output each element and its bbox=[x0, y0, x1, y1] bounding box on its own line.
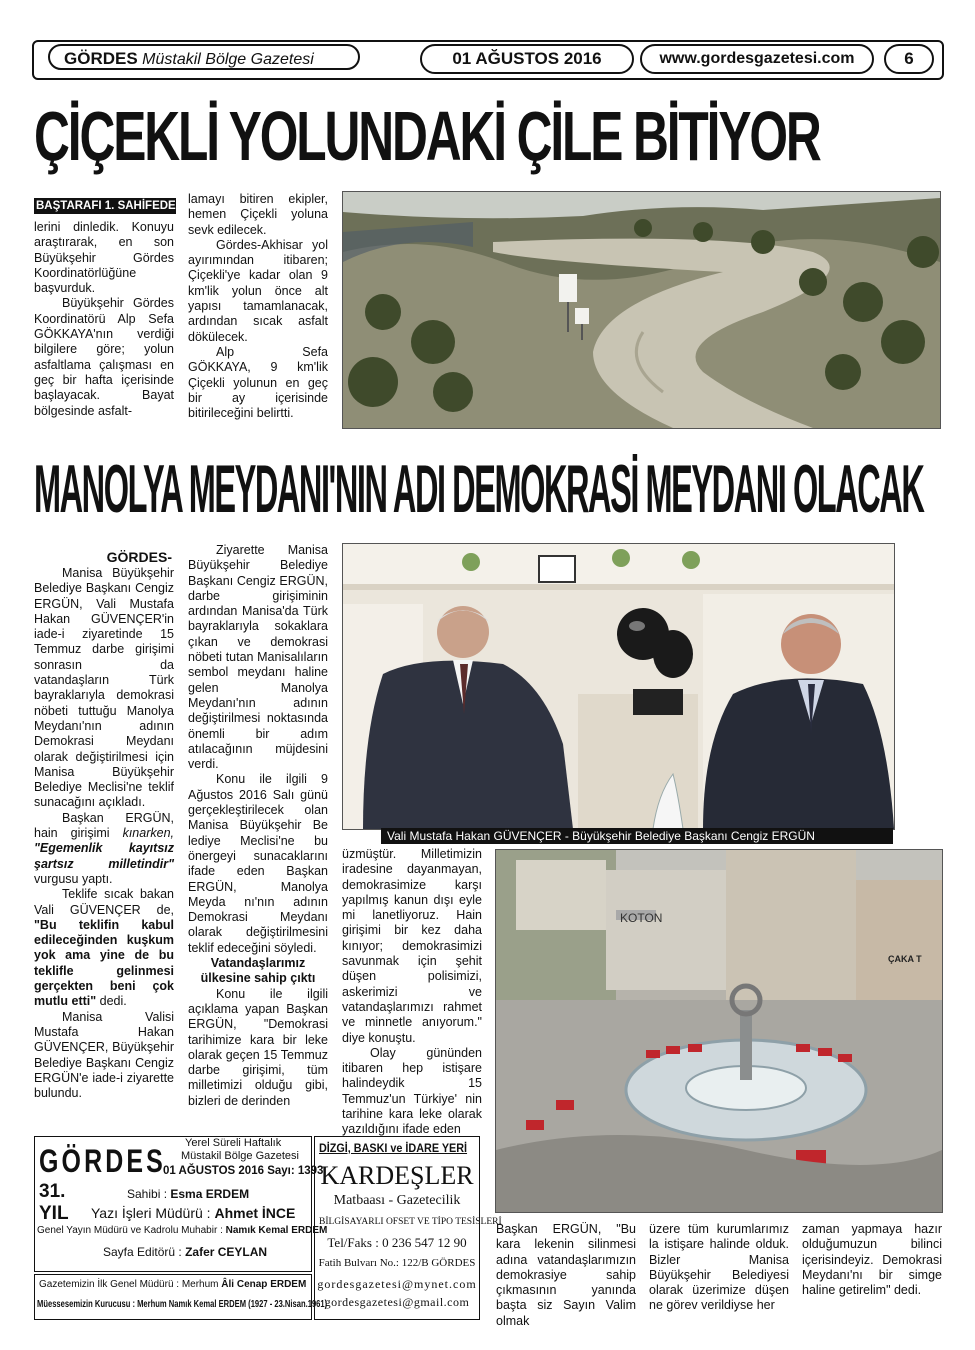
article2-col3-p2: Olay gününden itibaren hep istişare halindeydik 15 Temmuz'un Türkiye' nin tarihine kara leke olarak yazıldığını ifade eden bbox=[342, 1045, 482, 1137]
masthead-page-editor bbox=[103, 1245, 267, 1259]
col1-p2-d: vurgusu yaptı. bbox=[34, 871, 113, 886]
article1-col1-p2: Büyükşehir Gördes Koordinatörü Alp Sefa GÖKKAYA'nın verdiği bilgilere göre; yolun asfaltlama çalışması en geç bir hafta içerisinde başlayacak. Bayat bölgesinde asfalt- bbox=[34, 296, 174, 418]
article2-col1-p1: Manisa Büyükşehir Belediye Başkanı Cengiz ERGÜN, Vali Mustafa Hakan GÜVENÇER'in iade-i ziyaretinde 15 Temmuz darbe girişimi sonrasın da vatandaşların Türk bayraklarıyla demokrasi nöbeti tuttuğu Manolya Meydanı'nın adının Demokrasi Meydanı olarak değiştirilmesi için Manisa Büyükşehir Belediye Meclisi'ne teklif sunacağını açıkladı. bbox=[34, 566, 174, 810]
meeting-photo-illustration bbox=[343, 544, 894, 829]
article1-col1-p1: lerini dinledik. Konuyu araştırarak, en son Büyükşehir Gördes Koordinatörlüğüne başvurduk. bbox=[34, 220, 174, 296]
printer-name: KARDEŞLER bbox=[320, 1161, 474, 1190]
printer-subtitle: Matbaası - Gazetecilik bbox=[333, 1193, 461, 1208]
continued-label: BAŞTARAFI 1. SAHİFEDE bbox=[36, 200, 176, 212]
col1-p3-a: Teklife sıcak bakan Vali GÜVENÇER de, bbox=[34, 887, 174, 917]
masthead-issue: 01 AĞUSTOS 2016 Sayı: 1393 bbox=[163, 1165, 324, 1177]
article1-col2-p3: Alp Sefa GÖKKAYA, 9 km'lik Çiçekli yolunun en geç bir ay içerisinde bitirileceğini belirtti. bbox=[188, 344, 328, 421]
article1-col2 bbox=[188, 192, 328, 421]
article2-col2 bbox=[188, 543, 328, 1109]
printer-title: DİZGİ, BASKI ve İDARE YERİ bbox=[319, 1141, 468, 1155]
printer-line1: BİLGİSAYARLI OFSET VE TİPO TESİSLERİ bbox=[319, 1217, 502, 1227]
printer-address: Fatih Bulvarı No.: 122/B GÖRDES bbox=[318, 1257, 476, 1269]
founder-gm-name: Âli Cenap ERDEM bbox=[221, 1279, 307, 1290]
article2-col1 bbox=[34, 548, 174, 1101]
owner-label: Sahibi : bbox=[127, 1187, 168, 1201]
paper-name-pill bbox=[48, 44, 360, 70]
gm-label: Genel Yayın Müdürü ve Kadrolu Muhabir : bbox=[37, 1225, 223, 1236]
issue-date: 01 AĞUSTOS 2016 bbox=[420, 44, 634, 74]
masthead-name: GÖRDES bbox=[39, 1143, 166, 1179]
masthead-year-num: 31. bbox=[39, 1181, 66, 1202]
page-editor-name: Zafer CEYLAN bbox=[185, 1245, 268, 1259]
article2-col3-p1: üzmüştür. Milletimizin iradesine dayanmayan, demokrasimize karşı yapılmış kanun dışı eyle mi lanetliyoruz. Hain girişimi bir kez daha kınıyor; demokrasimizi savunmak için şehit düşen polisimizi, askerimizi ve vatandaşlarımızı rahmet ve minnetle anıyorum." diye konuştu. bbox=[342, 847, 482, 1045]
road-photo-illustration bbox=[343, 192, 940, 428]
article2-bottom-col2: üzere tüm kurumlarımız la istişare halinde olduk. Bizler Manisa Büyükşehir Belediyesi olarak üzerimize düşen ne görev verildiyse her bbox=[649, 1222, 789, 1313]
founder-gm-label: Gazetemizin İlk Genel Müdürü : Merhum bbox=[39, 1279, 219, 1290]
article2-subhead: Vatandaşlarımız ülkesine sahip çıktı bbox=[200, 956, 316, 986]
article1-col1 bbox=[34, 220, 174, 419]
founder-gm bbox=[39, 1279, 306, 1290]
dateline-text: GÖRDES- bbox=[106, 549, 172, 565]
owner-name: Esma ERDEM bbox=[170, 1187, 250, 1201]
article2-col1-p4: Manisa Valisi Mustafa Hakan GÜVENÇER, Büyükşehir Belediye Başkanı Cengiz ERGÜN'e iade-i ziyarette bulundu. bbox=[34, 1009, 174, 1101]
square-photo-illustration bbox=[496, 850, 942, 1212]
founder-line: Müessesemizin Kurucusu : Merhum Namık Kemal ERDEM (1927 - 23.Nisan.1961) bbox=[37, 1299, 328, 1310]
printer-box bbox=[314, 1136, 502, 1320]
gm-name: Namık Kemal ERDEM bbox=[225, 1225, 328, 1236]
col1-p3-quote: "Bu teklifin kabul edileceğinden kuşkum yok ama yine de bu teklifle gelinmesi gerçekten beni çok mutlu etti" bbox=[34, 917, 174, 1009]
printer-email2[interactable]: gordesgazetesi@gmail.com bbox=[324, 1295, 470, 1309]
printer-email1[interactable]: gordesgazetesi@mynet.com bbox=[317, 1277, 477, 1291]
col1-p2-quote: "Egemenlik kayıtsız şartsız milletindir" bbox=[34, 841, 174, 871]
article2-col1-p2 bbox=[34, 811, 174, 887]
square-photo bbox=[495, 849, 943, 1213]
meeting-photo-caption: Vali Mustafa Hakan GÜVENÇER - Büyükşehir Belediye Başkanı Cengiz ERGÜN bbox=[381, 828, 893, 844]
masthead-box bbox=[34, 1136, 328, 1272]
shop-sign-caka: ÇAKA T bbox=[888, 954, 922, 964]
headline-2: MANOLYA MEYDANI'NIN ADI DEMOKRASİ MEYDANI OLACAK bbox=[34, 451, 924, 527]
article2-col2-p3: Konu ile ilgili açıklama yapan Başkan ERGÜN, "Demokrasi tarihimize kara bir leke olarak geçen 15 Temmuz darbe girişimi, tüm milletimizi olduğu gibi, bizleri de derinden bbox=[188, 986, 328, 1108]
article2-col2-p2: Konu ile ilgili 9 Ağustos 2016 Salı günü gerçekleştirilecek olan Manisa Büyükşehir Be lediye Meclisi'ne bu önergeyi sunacaklarını ifade eden Başkan ERGÜN, Manolya Meyda nı'nın adının Demokrasi Meydanı olarak değiştirilmesini teklif edeceğini söyledi. bbox=[188, 772, 328, 955]
article1-col2-p2: Gördes-Akhisar yol ayırımından itibaren; Çiçekli'ye kadar olan 9 km'lik yolun önce alt yapısı tamamlanacak, ardından sıcak asfalt dökülecek. bbox=[188, 237, 328, 344]
masthead-editor bbox=[91, 1205, 295, 1221]
col1-p3-c: dedi. bbox=[99, 994, 127, 1009]
page-number: 6 bbox=[884, 44, 934, 74]
article2-bottom-col3: zaman yapmaya hazır olduğumuzun bilinci içerisindeyiz. Demokrasi Meydanı'nı bir simge haline getirelim" dedi. bbox=[802, 1222, 942, 1298]
paper-name: GÖRDES bbox=[64, 49, 138, 68]
masthead-owner bbox=[127, 1187, 249, 1201]
masthead-year-word: YIL bbox=[39, 1203, 69, 1224]
article2-bottom-col1: Başkan ERGÜN, "Bu kara lekenin silinmesi adına vatandaşlarımızın demokrasiye sahip çıkmasının yanında başta siz Sayın Valim olmak bbox=[496, 1222, 636, 1328]
editor-name: Ahmet İNCE bbox=[214, 1205, 296, 1221]
paper-subtitle: Müstakil Bölge Gazetesi bbox=[142, 51, 314, 68]
masthead-type-line1: Yerel Süreli Haftalık bbox=[185, 1137, 282, 1149]
col1-p2-a: Başkan ERGÜN, hain girişimi bbox=[34, 810, 174, 841]
website-link[interactable]: www.gordesgazetesi.com bbox=[640, 44, 874, 74]
masthead-type-line2: Müstakil Bölge Gazetesi bbox=[181, 1150, 299, 1162]
founder-box bbox=[34, 1274, 328, 1320]
col1-p2-b: kınarken, bbox=[122, 826, 174, 841]
masthead-gm bbox=[37, 1225, 327, 1236]
headline-1: ÇİÇEKLİ YOLUNDAKİ ÇİLE BİTİYOR bbox=[34, 97, 820, 175]
article2-col3 bbox=[342, 847, 482, 1138]
article2-col2-p1: Ziyarette Manisa Büyükşehir Belediye Başkanı Cengiz ERGÜN, darbe girişiminin ardından Manisa'da Türk bayraklarıyla sokaklara çıkan ve demokrasi nöbeti tutan Manisalıların sembol meydanı haline gelen Manolya Meydanı'nın adının değiştirilmesi noktasında önemli bir adım atılacağının müjdesini verdi. bbox=[188, 543, 328, 772]
article2-col1-p3 bbox=[34, 887, 174, 1009]
dateline bbox=[34, 548, 174, 566]
page-editor-label: Sayfa Editörü : bbox=[103, 1245, 182, 1259]
editor-label: Yazı İşleri Müdürü : bbox=[91, 1205, 211, 1221]
road-photo bbox=[342, 191, 941, 429]
shop-sign-koton: KOTON bbox=[620, 911, 663, 925]
printer-phone: Tel/Faks : 0 236 547 12 90 bbox=[327, 1235, 467, 1250]
meeting-photo bbox=[342, 543, 895, 830]
article1-col2-p1: lamayı bitiren ekipler, hemen Çiçekli yoluna sevk edilecek. bbox=[188, 192, 328, 237]
